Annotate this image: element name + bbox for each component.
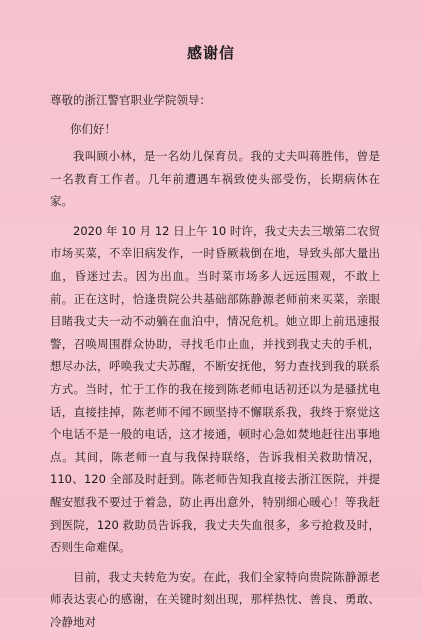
letter-paragraph: 我叫顾小林，是一名幼儿保育员。我的丈夫叫蒋胜伟，曾是一名教育工作者。几年前遭遇车祸致使头部受伤，长期病休在家。 [50, 149, 380, 209]
letter-paragraph: 目前，我丈夫转危为安。在此，我们全家特向贵院陈静源老师表达衷心的感谢，在关键时刻出现，那样热忱、善良、勇敢、冷静地对 [50, 569, 380, 629]
letter-greeting: 你们好！ [70, 122, 116, 136]
letter-body [50, 145, 380, 640]
letter-salutation: 尊敬的浙江警官职业学院领导： [50, 93, 211, 107]
letter-paragraph: 2020 年 10 月 12 日上午 10 时许，我丈夫去三墩第二农贸市场买菜，不幸旧病发作，一时昏厥栽倒在地，导致头部大量出血，昏迷过去。因为出血。当时菜市场多人远远围观，不敢上前。正在这时，恰逢贵院公共基础部陈静源老师前来买菜，亲眼目睹我丈夫一动不动躺在血泊中，情况危机。她立即上前迅速报警，召唤周围群众协助，寻找毛巾止血，并找到我丈夫的手机，想尽办法，呼唤我丈夫苏醒，不断安抚他，努力查找到我的联系方式。当时，忙于工作的我在接到陈老师电话初还以为是骚扰电话，直接挂掉，陈老师不闻不顾坚持不懈联系我，我终于察觉这个电话不是一般的电话，这才接通，顿时心急如焚地赶往出事地点。其间，陈老师一直与我保持联络，告诉我相关救助情况，110、120 全部及时赶到。陈老师告知我直接去浙江医院，并提醒安慰我不要过于着急，防止再出意外，特别细心暖心！等我赶到医院，120 救助员告诉我，我丈夫失血很多，多亏抢救及时，否则生命难保。 [50, 223, 380, 555]
letter-title: 感谢信 [186, 44, 235, 62]
